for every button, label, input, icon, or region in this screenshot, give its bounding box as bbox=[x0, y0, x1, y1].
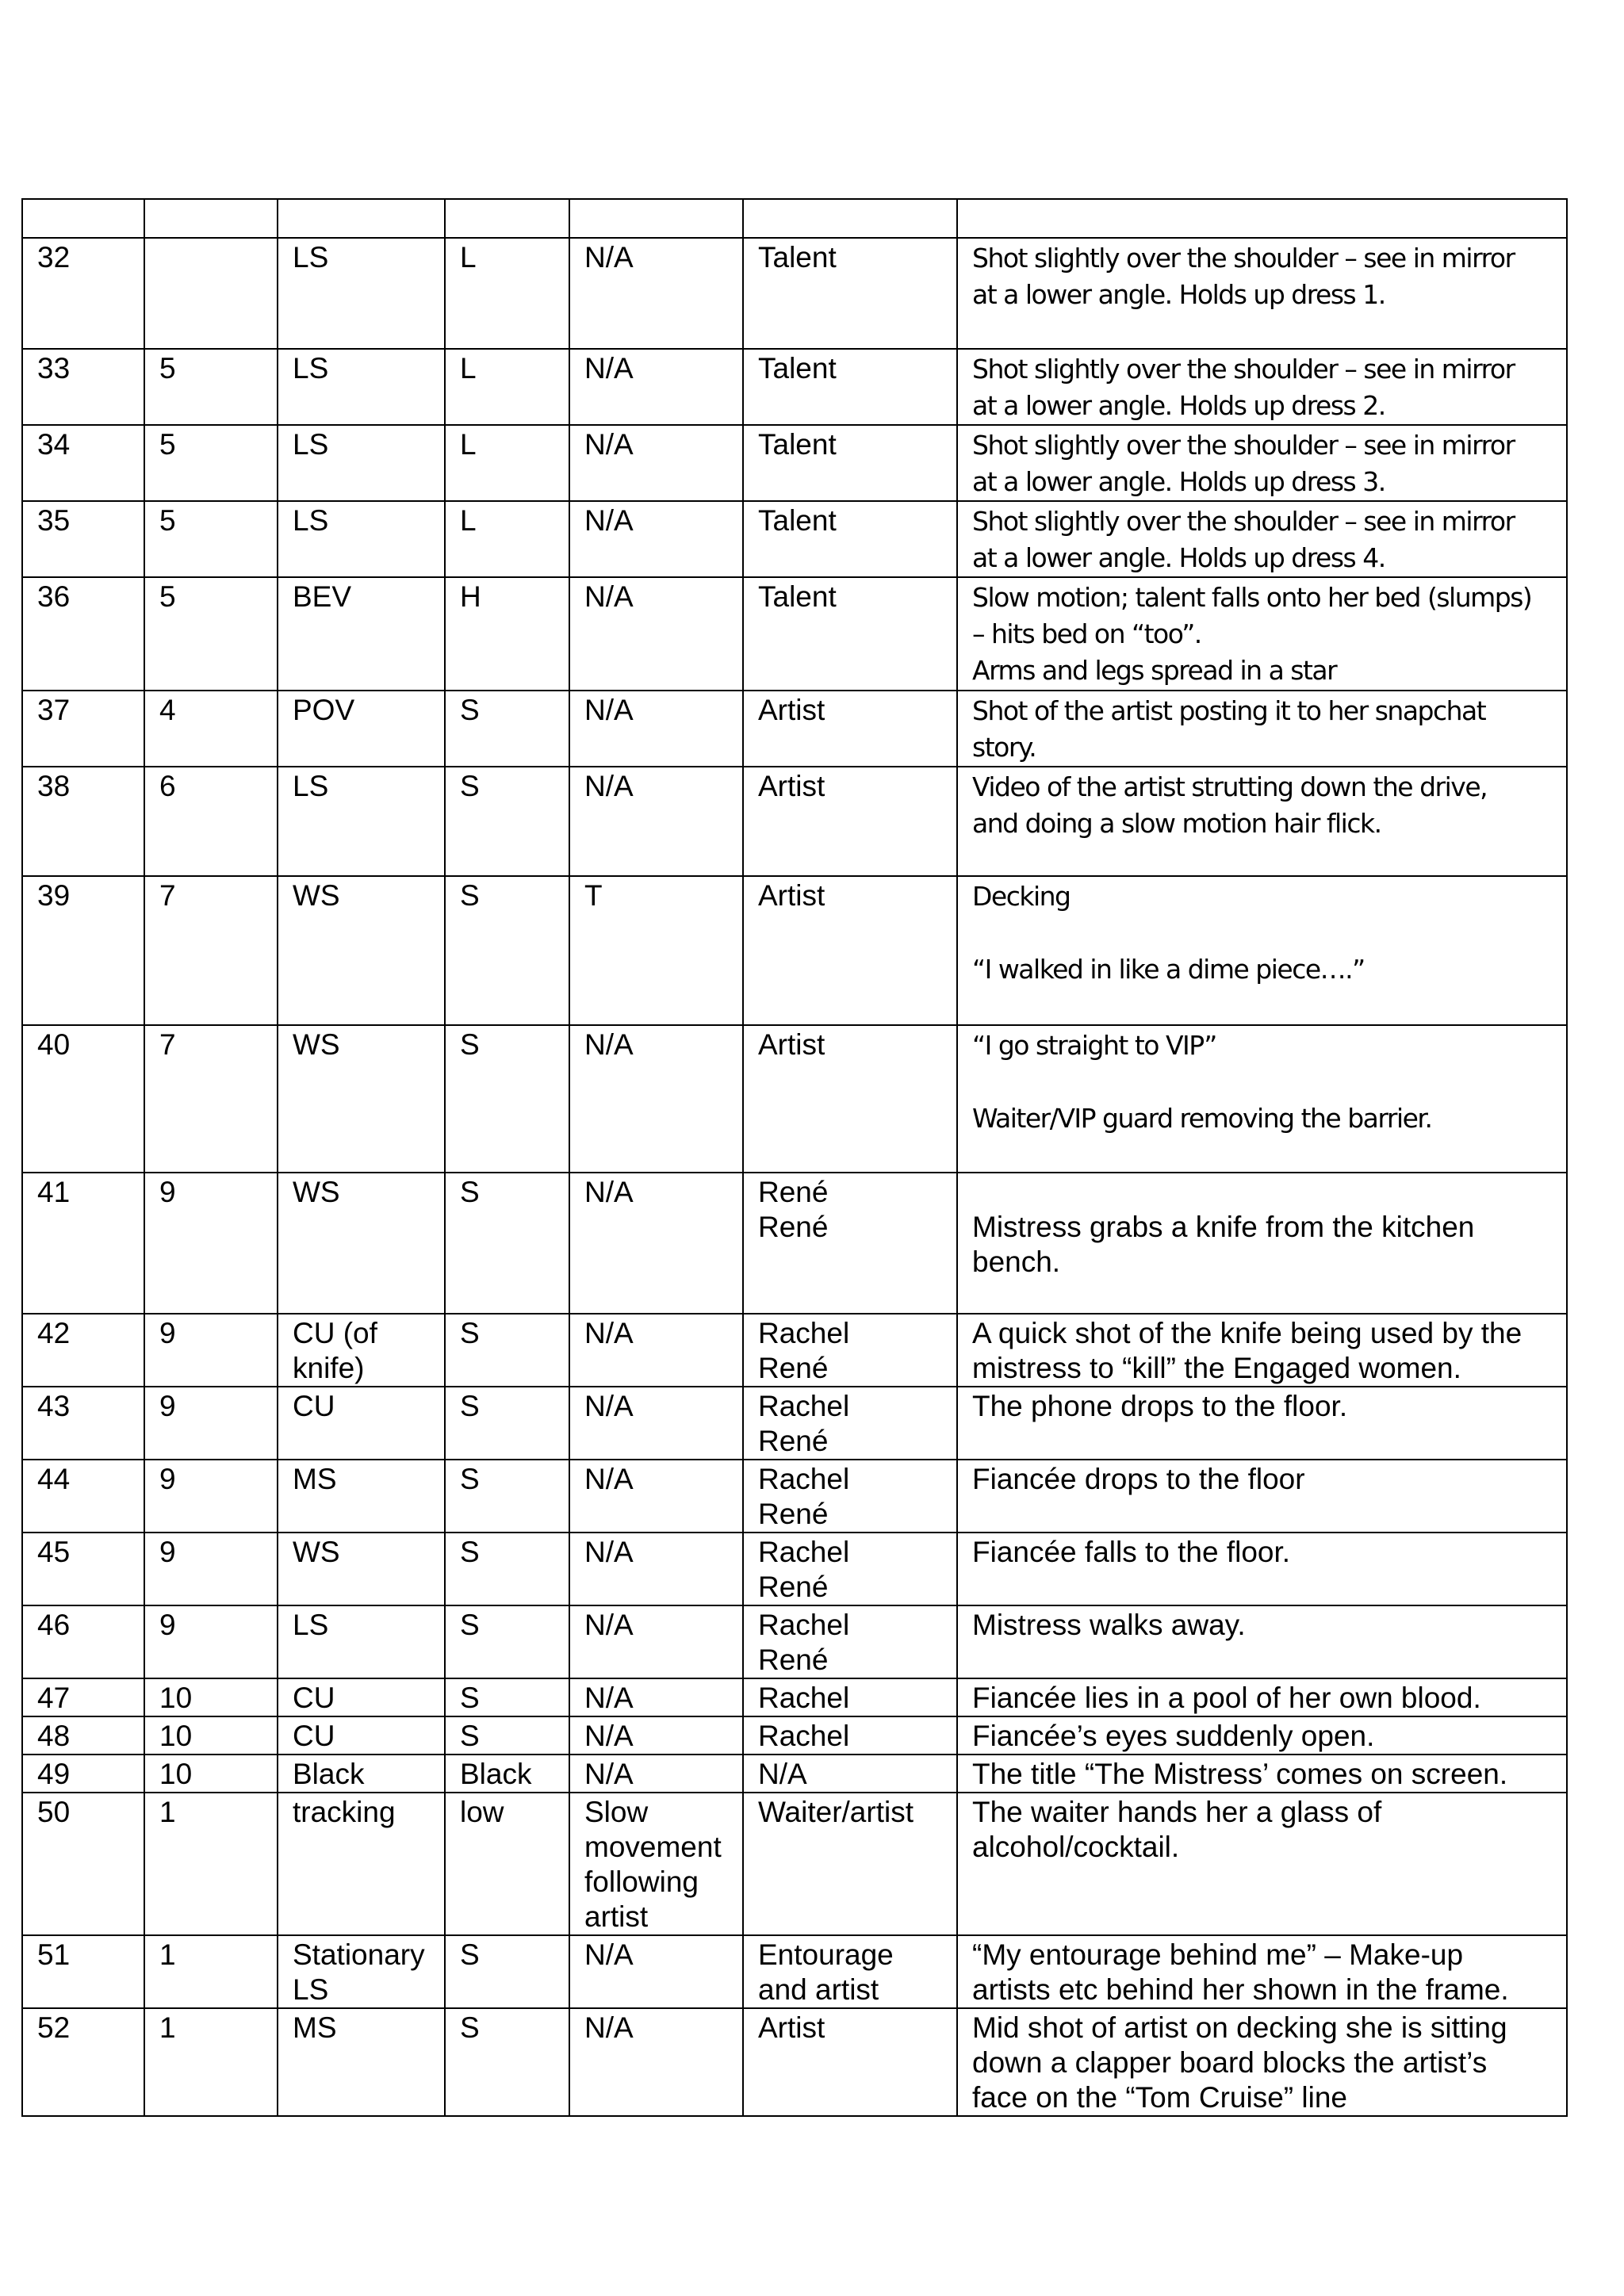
camera-movement-cell: N/A bbox=[569, 1387, 743, 1460]
camera-angle-cell: S bbox=[445, 1678, 569, 1716]
description-cell: Fiancée falls to the floor. bbox=[957, 1533, 1567, 1605]
table-row bbox=[22, 1387, 1567, 1460]
shot-number-cell: 50 bbox=[22, 1793, 144, 1935]
header-cell bbox=[22, 199, 144, 238]
description-cell: Mistress grabs a knife from the kitchen bench. bbox=[957, 1173, 1567, 1314]
shot-number-cell: 41 bbox=[22, 1173, 144, 1314]
description-cell: Slow motion; talent falls onto her bed (slumps) – hits bed on “too”. Arms and legs spread in a star bbox=[957, 577, 1567, 691]
cast-cell: Entourage and artist bbox=[743, 1935, 957, 2008]
cast-cell: Rachel René bbox=[743, 1605, 957, 1678]
cast-cell: Talent bbox=[743, 425, 957, 501]
description-cell: Fiancée drops to the floor bbox=[957, 1460, 1567, 1533]
scene-number-cell: 5 bbox=[144, 501, 278, 577]
description-cell: Shot slightly over the shoulder – see in mirror at a lower angle. Holds up dress 2. bbox=[957, 349, 1567, 425]
scene-number-cell: 7 bbox=[144, 1025, 278, 1173]
table-row bbox=[22, 876, 1567, 1025]
scene-number-cell: 9 bbox=[144, 1460, 278, 1533]
table-row bbox=[22, 1173, 1567, 1314]
cast-cell: Rachel René bbox=[743, 1314, 957, 1387]
scene-number-cell: 10 bbox=[144, 1678, 278, 1716]
shot-type-cell: CU bbox=[278, 1387, 445, 1460]
shot-type-cell: BEV bbox=[278, 577, 445, 691]
shot-type-cell: LS bbox=[278, 349, 445, 425]
table-row bbox=[22, 1025, 1567, 1173]
table-row bbox=[22, 2008, 1567, 2116]
camera-angle-cell: L bbox=[445, 238, 569, 349]
description-cell: Decking “I walked in like a dime piece….” bbox=[957, 876, 1567, 1025]
scene-number-cell: 7 bbox=[144, 876, 278, 1025]
scene-number-cell bbox=[144, 238, 278, 349]
camera-movement-cell: N/A bbox=[569, 577, 743, 691]
description-cell: Video of the artist strutting down the drive, and doing a slow motion hair flick. bbox=[957, 767, 1567, 876]
camera-angle-cell: S bbox=[445, 767, 569, 876]
camera-movement-cell: N/A bbox=[569, 1935, 743, 2008]
cast-cell: Artist bbox=[743, 691, 957, 767]
description-cell: The phone drops to the floor. bbox=[957, 1387, 1567, 1460]
camera-angle-cell: S bbox=[445, 876, 569, 1025]
shot-type-cell: LS bbox=[278, 1605, 445, 1678]
shot-type-cell: CU bbox=[278, 1678, 445, 1716]
shot-number-cell: 45 bbox=[22, 1533, 144, 1605]
description-cell: “I go straight to VIP” Waiter/VIP guard removing the barrier. bbox=[957, 1025, 1567, 1173]
header-cell bbox=[278, 199, 445, 238]
description-cell: Fiancée’s eyes suddenly open. bbox=[957, 1716, 1567, 1755]
cast-cell: Rachel bbox=[743, 1678, 957, 1716]
table-row bbox=[22, 577, 1567, 691]
camera-angle-cell: L bbox=[445, 501, 569, 577]
table-row bbox=[22, 1460, 1567, 1533]
cast-cell: Artist bbox=[743, 2008, 957, 2116]
camera-angle-cell: L bbox=[445, 349, 569, 425]
description-cell: Shot slightly over the shoulder – see in mirror at a lower angle. Holds up dress 3. bbox=[957, 425, 1567, 501]
shot-number-cell: 51 bbox=[22, 1935, 144, 2008]
shot-type-cell: LS bbox=[278, 238, 445, 349]
scene-number-cell: 4 bbox=[144, 691, 278, 767]
table-row bbox=[22, 501, 1567, 577]
shot-type-cell: CU bbox=[278, 1716, 445, 1755]
shot-type-cell: WS bbox=[278, 876, 445, 1025]
camera-angle-cell: S bbox=[445, 1314, 569, 1387]
table-row bbox=[22, 1605, 1567, 1678]
camera-angle-cell: low bbox=[445, 1793, 569, 1935]
shot-type-cell: Black bbox=[278, 1755, 445, 1793]
camera-angle-cell: S bbox=[445, 1173, 569, 1314]
shot-type-cell: tracking bbox=[278, 1793, 445, 1935]
header-cell bbox=[569, 199, 743, 238]
table-row bbox=[22, 691, 1567, 767]
description-cell: Fiancée lies in a pool of her own blood. bbox=[957, 1678, 1567, 1716]
shot-list-table bbox=[21, 198, 1568, 2117]
description-cell: Shot slightly over the shoulder – see in mirror at a lower angle. Holds up dress 4. bbox=[957, 501, 1567, 577]
cast-cell: N/A bbox=[743, 1755, 957, 1793]
camera-movement-cell: N/A bbox=[569, 1716, 743, 1755]
scene-number-cell: 6 bbox=[144, 767, 278, 876]
header-cell bbox=[144, 199, 278, 238]
camera-movement-cell: N/A bbox=[569, 2008, 743, 2116]
cast-cell: Artist bbox=[743, 876, 957, 1025]
camera-angle-cell: S bbox=[445, 2008, 569, 2116]
shot-number-cell: 35 bbox=[22, 501, 144, 577]
shot-type-cell: MS bbox=[278, 1460, 445, 1533]
description-cell: A quick shot of the knife being used by the mistress to “kill” the Engaged women. bbox=[957, 1314, 1567, 1387]
shot-number-cell: 48 bbox=[22, 1716, 144, 1755]
cast-cell: René René bbox=[743, 1173, 957, 1314]
table-row bbox=[22, 1716, 1567, 1755]
table-row bbox=[22, 767, 1567, 876]
camera-angle-cell: S bbox=[445, 1935, 569, 2008]
shot-type-cell: LS bbox=[278, 501, 445, 577]
cast-cell: Talent bbox=[743, 349, 957, 425]
scene-number-cell: 5 bbox=[144, 349, 278, 425]
camera-angle-cell: H bbox=[445, 577, 569, 691]
shot-number-cell: 40 bbox=[22, 1025, 144, 1173]
scene-number-cell: 1 bbox=[144, 1793, 278, 1935]
cast-cell: Talent bbox=[743, 577, 957, 691]
camera-movement-cell: N/A bbox=[569, 767, 743, 876]
cast-cell: Rachel René bbox=[743, 1460, 957, 1533]
scene-number-cell: 9 bbox=[144, 1314, 278, 1387]
table-row bbox=[22, 349, 1567, 425]
cast-cell: Waiter/artist bbox=[743, 1793, 957, 1935]
scene-number-cell: 10 bbox=[144, 1716, 278, 1755]
camera-movement-cell: N/A bbox=[569, 1755, 743, 1793]
cast-cell: Rachel René bbox=[743, 1387, 957, 1460]
camera-angle-cell: L bbox=[445, 425, 569, 501]
table-row bbox=[22, 1755, 1567, 1793]
camera-angle-cell: S bbox=[445, 1025, 569, 1173]
cast-cell: Rachel René bbox=[743, 1533, 957, 1605]
description-cell: Mid shot of artist on decking she is sitting down a clapper board blocks the artist’s face on the “Tom Cruise” line bbox=[957, 2008, 1567, 2116]
table-header-row bbox=[22, 199, 1567, 238]
table-body bbox=[22, 199, 1567, 2116]
shot-number-cell: 33 bbox=[22, 349, 144, 425]
shot-number-cell: 32 bbox=[22, 238, 144, 349]
table-row bbox=[22, 238, 1567, 349]
table-row bbox=[22, 1314, 1567, 1387]
camera-movement-cell: N/A bbox=[569, 1025, 743, 1173]
camera-angle-cell: Black bbox=[445, 1755, 569, 1793]
description-cell: The waiter hands her a glass of alcohol/cocktail. bbox=[957, 1793, 1567, 1935]
scene-number-cell: 9 bbox=[144, 1533, 278, 1605]
camera-movement-cell: N/A bbox=[569, 425, 743, 501]
shot-number-cell: 52 bbox=[22, 2008, 144, 2116]
scene-number-cell: 5 bbox=[144, 425, 278, 501]
shot-type-cell: LS bbox=[278, 425, 445, 501]
camera-movement-cell: N/A bbox=[569, 1460, 743, 1533]
shot-number-cell: 43 bbox=[22, 1387, 144, 1460]
shot-number-cell: 36 bbox=[22, 577, 144, 691]
shot-number-cell: 42 bbox=[22, 1314, 144, 1387]
camera-movement-cell: N/A bbox=[569, 1173, 743, 1314]
camera-angle-cell: S bbox=[445, 1387, 569, 1460]
camera-movement-cell: N/A bbox=[569, 1314, 743, 1387]
camera-angle-cell: S bbox=[445, 691, 569, 767]
cast-cell: Talent bbox=[743, 501, 957, 577]
camera-movement-cell: N/A bbox=[569, 691, 743, 767]
cast-cell: Artist bbox=[743, 767, 957, 876]
camera-movement-cell: N/A bbox=[569, 501, 743, 577]
shot-type-cell: WS bbox=[278, 1025, 445, 1173]
camera-movement-cell: Slow movement following artist bbox=[569, 1793, 743, 1935]
table-row bbox=[22, 1533, 1567, 1605]
camera-movement-cell: N/A bbox=[569, 1605, 743, 1678]
camera-angle-cell: S bbox=[445, 1533, 569, 1605]
camera-movement-cell: T bbox=[569, 876, 743, 1025]
description-cell: “My entourage behind me” – Make-up artists etc behind her shown in the frame. bbox=[957, 1935, 1567, 2008]
shot-type-cell: WS bbox=[278, 1173, 445, 1314]
header-cell bbox=[957, 199, 1567, 238]
header-cell bbox=[445, 199, 569, 238]
table-row bbox=[22, 1935, 1567, 2008]
scene-number-cell: 1 bbox=[144, 2008, 278, 2116]
scene-number-cell: 10 bbox=[144, 1755, 278, 1793]
shot-number-cell: 44 bbox=[22, 1460, 144, 1533]
table-row bbox=[22, 1678, 1567, 1716]
shot-type-cell: MS bbox=[278, 2008, 445, 2116]
description-cell: Mistress walks away. bbox=[957, 1605, 1567, 1678]
table-row bbox=[22, 425, 1567, 501]
table-row bbox=[22, 1793, 1567, 1935]
camera-angle-cell: S bbox=[445, 1605, 569, 1678]
shot-number-cell: 37 bbox=[22, 691, 144, 767]
cast-cell: Talent bbox=[743, 238, 957, 349]
shot-type-cell: LS bbox=[278, 767, 445, 876]
scene-number-cell: 9 bbox=[144, 1605, 278, 1678]
shot-type-cell: POV bbox=[278, 691, 445, 767]
shot-number-cell: 39 bbox=[22, 876, 144, 1025]
description-cell: Shot of the artist posting it to her snapchat story. bbox=[957, 691, 1567, 767]
description-cell: Shot slightly over the shoulder – see in mirror at a lower angle. Holds up dress 1. bbox=[957, 238, 1567, 349]
scene-number-cell: 9 bbox=[144, 1387, 278, 1460]
shot-number-cell: 49 bbox=[22, 1755, 144, 1793]
camera-movement-cell: N/A bbox=[569, 1533, 743, 1605]
shot-number-cell: 47 bbox=[22, 1678, 144, 1716]
shot-number-cell: 34 bbox=[22, 425, 144, 501]
cast-cell: Artist bbox=[743, 1025, 957, 1173]
camera-angle-cell: S bbox=[445, 1460, 569, 1533]
scene-number-cell: 5 bbox=[144, 577, 278, 691]
scene-number-cell: 9 bbox=[144, 1173, 278, 1314]
camera-movement-cell: N/A bbox=[569, 349, 743, 425]
shot-type-cell: CU (of knife) bbox=[278, 1314, 445, 1387]
shot-number-cell: 38 bbox=[22, 767, 144, 876]
shot-type-cell: Stationary LS bbox=[278, 1935, 445, 2008]
camera-movement-cell: N/A bbox=[569, 238, 743, 349]
cast-cell: Rachel bbox=[743, 1716, 957, 1755]
shot-number-cell: 46 bbox=[22, 1605, 144, 1678]
camera-movement-cell: N/A bbox=[569, 1678, 743, 1716]
description-cell: The title “The Mistress’ comes on screen. bbox=[957, 1755, 1567, 1793]
scene-number-cell: 1 bbox=[144, 1935, 278, 2008]
header-cell bbox=[743, 199, 957, 238]
camera-angle-cell: S bbox=[445, 1716, 569, 1755]
shot-type-cell: WS bbox=[278, 1533, 445, 1605]
